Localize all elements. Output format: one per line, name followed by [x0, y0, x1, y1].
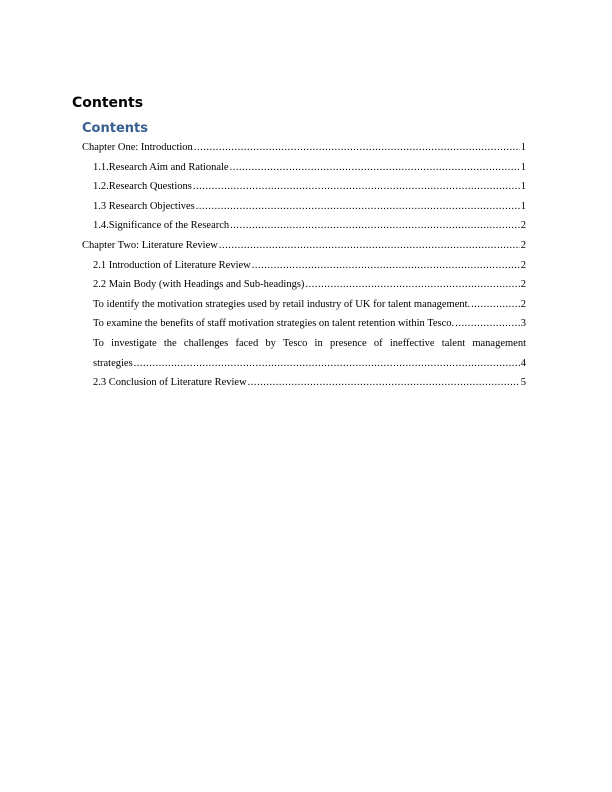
toc-entry-2-2[interactable]	[82, 275, 526, 295]
toc-entry-title: 2.1 Introduction of Literature Review	[93, 259, 251, 271]
toc-leader-dots	[471, 295, 520, 315]
toc-entry-2-1[interactable]	[82, 256, 526, 276]
page-heading: Contents	[72, 95, 144, 111]
toc-leader-dots	[194, 138, 520, 158]
toc-leader-dots	[134, 354, 520, 374]
toc-leader-dots	[455, 314, 520, 334]
toc-leader-dots	[252, 256, 520, 276]
toc-entry-number: 1.1.	[93, 161, 109, 173]
toc-entry-page: 2	[520, 298, 526, 310]
toc-entry-page: 1	[520, 142, 526, 153]
toc-entry-objective-2[interactable]	[82, 314, 526, 334]
toc-entry-1-2[interactable]	[82, 177, 526, 197]
toc-entry-title: 1.3 Research Objectives	[93, 200, 195, 212]
toc-entry-title: Chapter Two: Literature Review	[82, 239, 218, 251]
toc-entry-1-1[interactable]	[82, 158, 526, 178]
toc-entry-title: To examine the benefits of staff motivation strategies on talent retention within Tesco.	[93, 318, 455, 330]
toc-entry-number: 1.4.	[93, 220, 109, 232]
toc-entry-title: Significance of the Research	[108, 220, 230, 232]
toc-entry-page: 2	[520, 220, 526, 232]
toc-entry-2-3[interactable]	[82, 373, 526, 393]
toc-leader-dots	[248, 373, 520, 393]
toc-entry-page: 3	[520, 318, 526, 330]
toc-leader-dots	[230, 216, 520, 236]
toc-entry-chapter-two[interactable]	[82, 236, 526, 256]
toc-entry-page: 1	[520, 181, 526, 193]
toc-entry-page: 1	[520, 200, 526, 212]
toc-entry-page: 2	[520, 259, 526, 271]
toc-entry-title: Research Aim and Rationale	[108, 161, 229, 173]
toc-entry-page: 1	[520, 161, 526, 173]
toc-entry-page: 2	[520, 279, 526, 291]
toc-entry-number: 1.2.	[93, 181, 109, 193]
toc-leader-dots	[219, 236, 520, 256]
toc-entry-chapter-one[interactable]	[82, 138, 526, 158]
table-of-contents	[82, 138, 526, 393]
toc-entry-page: 2	[520, 239, 526, 251]
toc-heading: Contents	[82, 121, 148, 136]
toc-entry-title-line1: To investigate the challenges faced by Tesco in presence of ineffective talent management	[93, 337, 526, 349]
toc-entry-objective-3[interactable]	[82, 334, 526, 373]
toc-leader-dots	[193, 177, 520, 197]
toc-entry-title: 2.2 Main Body (with Headings and Sub-headings)	[93, 279, 305, 291]
toc-entry-title: 2.3 Conclusion of Literature Review	[93, 377, 247, 389]
toc-entry-title: To identify the motivation strategies used by retail industry of UK for talent management.	[93, 298, 471, 310]
toc-entry-title: Research Questions	[108, 181, 192, 193]
toc-leader-dots	[230, 158, 520, 178]
toc-leader-dots	[305, 275, 519, 295]
toc-entry-title-line2: strategies	[93, 357, 133, 369]
toc-entry-page: 4	[520, 357, 526, 369]
toc-entry-objective-1[interactable]	[82, 295, 526, 315]
toc-leader-dots	[196, 197, 520, 217]
toc-entry-1-3[interactable]	[82, 197, 526, 217]
toc-entry-title: Chapter One: Introduction	[82, 142, 193, 153]
toc-entry-page: 5	[520, 377, 526, 389]
toc-entry-1-4[interactable]	[82, 216, 526, 236]
